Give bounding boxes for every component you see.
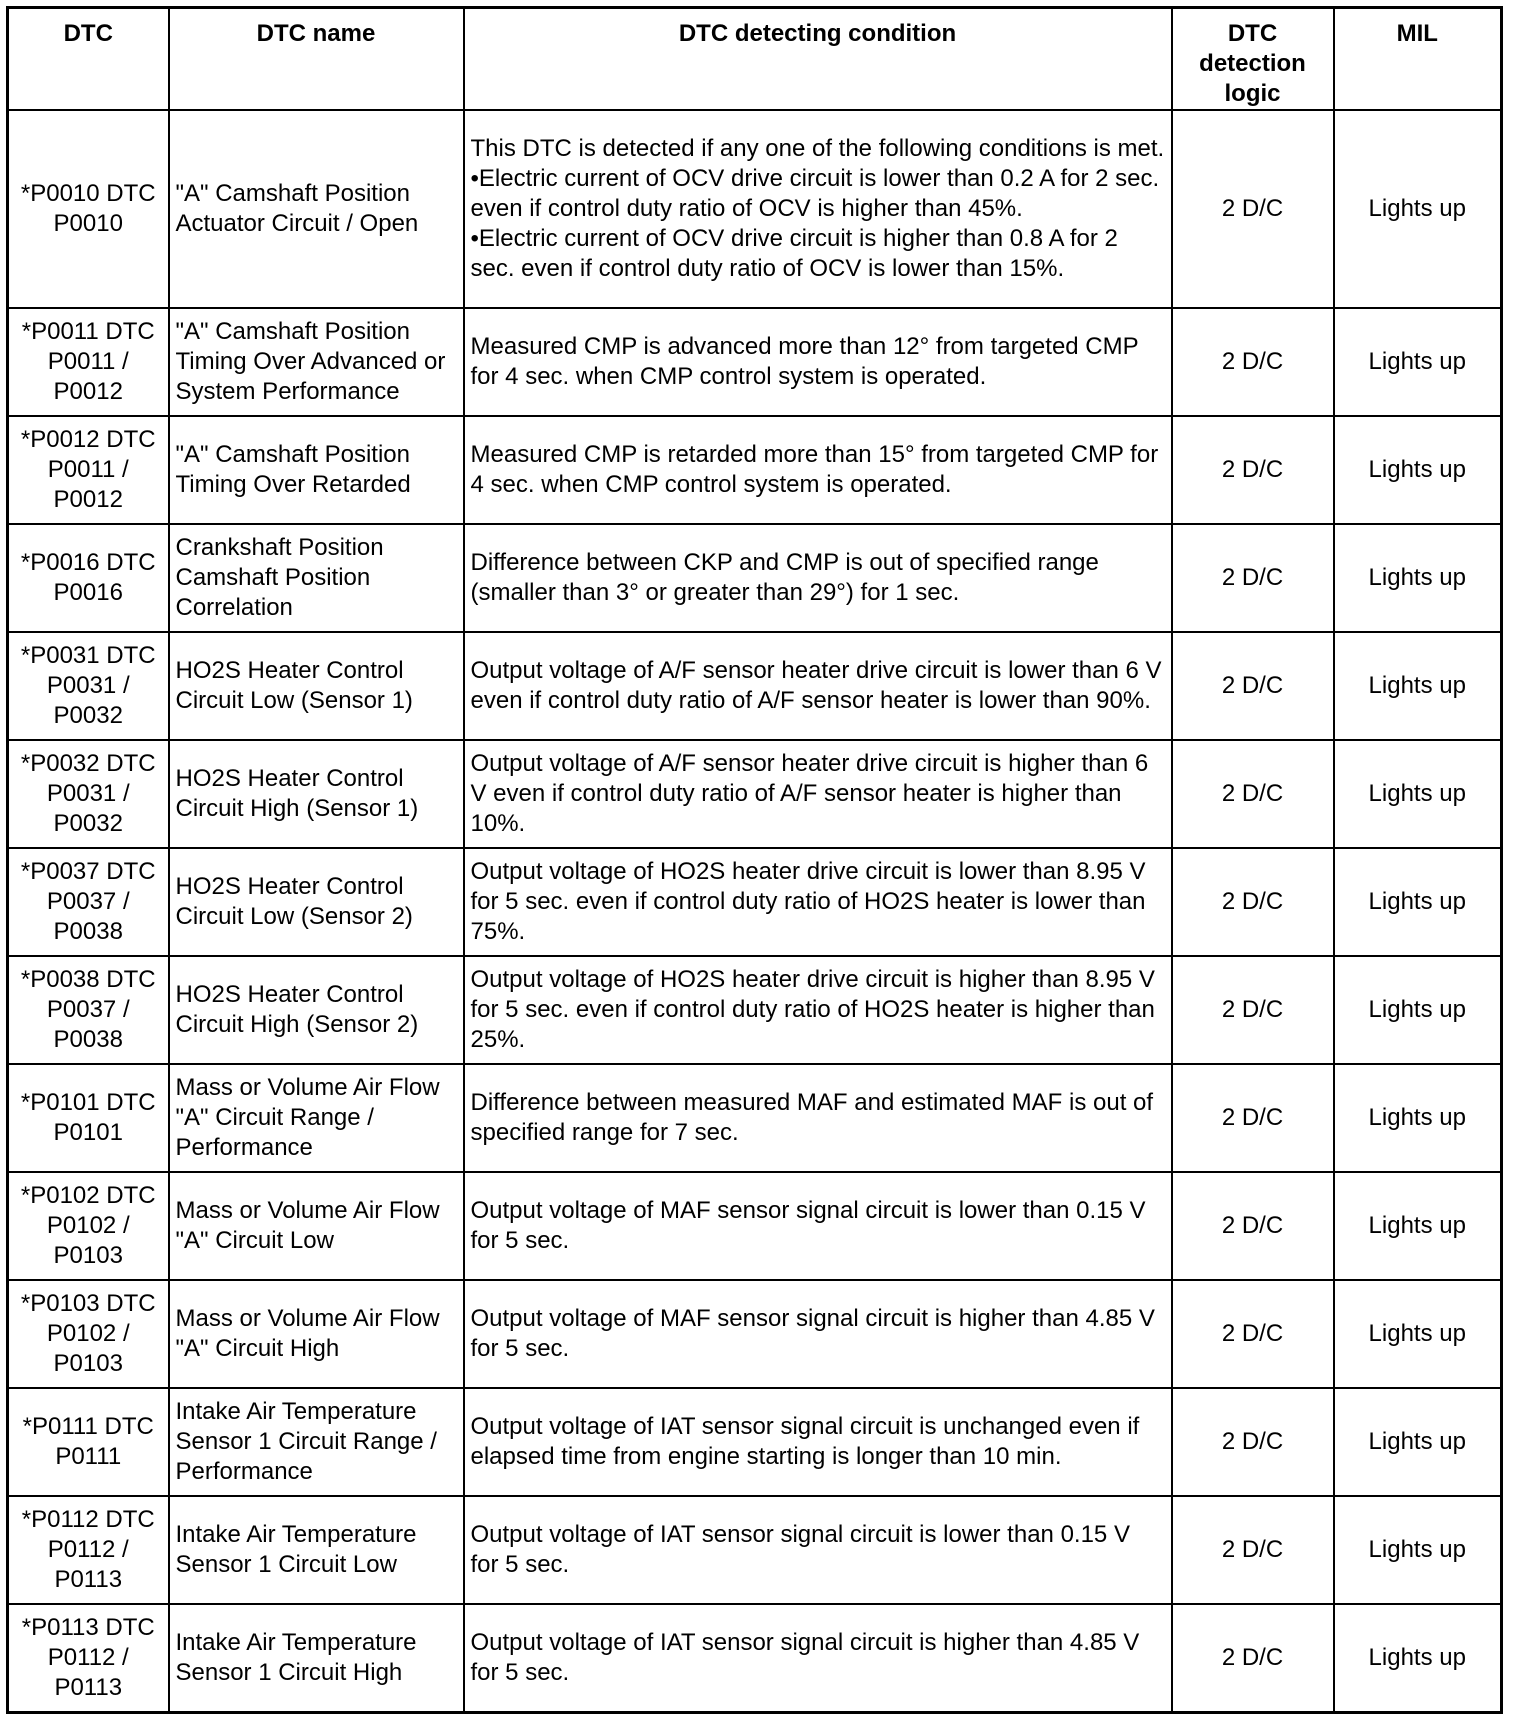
dtc-name-cell: Mass or Volume Air Flow "A" Circuit Low [169, 1172, 464, 1280]
detection-logic-cell: 2 D/C [1172, 1604, 1334, 1712]
dtc-code-cell: *P0038 DTC P0037 / P0038 [8, 956, 169, 1064]
dtc-name-cell: "A" Camshaft Position Actuator Circuit / Open [169, 110, 464, 308]
dtc-name-cell: Intake Air Temperature Sensor 1 Circuit Low [169, 1496, 464, 1604]
table-header [8, 8, 1502, 111]
detection-logic-cell: 2 D/C [1172, 1388, 1334, 1496]
dtc-table [6, 6, 1503, 1714]
dtc-code-cell: *P0101 DTC P0101 [8, 1064, 169, 1172]
dtc-code-cell: *P0102 DTC P0102 / P0103 [8, 1172, 169, 1280]
dtc-name-cell: Mass or Volume Air Flow "A" Circuit Range / Performance [169, 1064, 464, 1172]
mil-cell: Lights up [1334, 110, 1502, 308]
dtc-name-cell: "A" Camshaft Position Timing Over Advanced or System Performance [169, 308, 464, 416]
mil-cell: Lights up [1334, 1604, 1502, 1712]
dtc-code-cell: *P0012 DTC P0011 / P0012 [8, 416, 169, 524]
mil-cell: Lights up [1334, 308, 1502, 416]
table-row [8, 1388, 1502, 1496]
mil-cell: Lights up [1334, 632, 1502, 740]
condition-cell [464, 110, 1172, 308]
condition-cell: Difference between measured MAF and estimated MAF is out of specified range for 7 sec. [464, 1064, 1172, 1172]
condition-cell: Output voltage of IAT sensor signal circuit is unchanged even if elapsed time from engine starting is longer than 10 min. [464, 1388, 1172, 1496]
table-row [8, 416, 1502, 524]
condition-cell: Output voltage of HO2S heater drive circuit is higher than 8.95 V for 5 sec. even if control duty ratio of HO2S heater is higher than 25%. [464, 956, 1172, 1064]
mil-cell: Lights up [1334, 1496, 1502, 1604]
condition-cell: Difference between CKP and CMP is out of specified range (smaller than 3° or greater than 29°) for 1 sec. [464, 524, 1172, 632]
dtc-code-cell: *P0010 DTC P0010 [8, 110, 169, 308]
condition-cell: Output voltage of IAT sensor signal circuit is lower than 0.15 V for 5 sec. [464, 1496, 1172, 1604]
detection-logic-cell: 2 D/C [1172, 524, 1334, 632]
condition-cell: Output voltage of MAF sensor signal circuit is higher than 4.85 V for 5 sec. [464, 1280, 1172, 1388]
detection-logic-cell: 2 D/C [1172, 848, 1334, 956]
table-body [8, 110, 1502, 1712]
mil-cell: Lights up [1334, 956, 1502, 1064]
dtc-name-cell: Intake Air Temperature Sensor 1 Circuit High [169, 1604, 464, 1712]
detection-logic-cell: 2 D/C [1172, 110, 1334, 308]
mil-cell: Lights up [1334, 1172, 1502, 1280]
header-dtc-name: DTC name [169, 8, 464, 111]
table-row [8, 1604, 1502, 1712]
condition-cell: Output voltage of A/F sensor heater drive circuit is lower than 6 V even if control duty ratio of A/F sensor heater is lower than 90%. [464, 632, 1172, 740]
dtc-code-cell: *P0037 DTC P0037 / P0038 [8, 848, 169, 956]
dtc-code-cell: *P0112 DTC P0112 / P0113 [8, 1496, 169, 1604]
dtc-code-cell: *P0111 DTC P0111 [8, 1388, 169, 1496]
detection-logic-cell: 2 D/C [1172, 740, 1334, 848]
table-row [8, 956, 1502, 1064]
mil-cell: Lights up [1334, 1280, 1502, 1388]
table-row [8, 1172, 1502, 1280]
detection-logic-cell: 2 D/C [1172, 1064, 1334, 1172]
mil-cell: Lights up [1334, 416, 1502, 524]
condition-cell: Output voltage of A/F sensor heater drive circuit is higher than 6 V even if control duty ratio of A/F sensor heater is higher than 10%. [464, 740, 1172, 848]
detection-logic-cell: 2 D/C [1172, 1496, 1334, 1604]
condition-bullet: •Electric current of OCV drive circuit is lower than 0.2 A for 2 sec. even if control duty ratio of OCV is higher than 45%. [470, 165, 1160, 222]
table-row [8, 1280, 1502, 1388]
header-dtc: DTC [8, 8, 169, 111]
dtc-name-cell: "A" Camshaft Position Timing Over Retarded [169, 416, 464, 524]
mil-cell: Lights up [1334, 1388, 1502, 1496]
dtc-code-cell: *P0113 DTC P0112 / P0113 [8, 1604, 169, 1712]
detection-logic-cell: 2 D/C [1172, 1172, 1334, 1280]
dtc-name-cell: Crankshaft Position Camshaft Position Correlation [169, 524, 464, 632]
header-detecting-condition: DTC detecting condition [464, 8, 1172, 111]
table-row [8, 1496, 1502, 1604]
detection-logic-cell: 2 D/C [1172, 416, 1334, 524]
table-row [8, 110, 1502, 308]
condition-text: This DTC is detected if any one of the following conditions is met. [470, 135, 1165, 162]
condition-bullet: •Electric current of OCV drive circuit is higher than 0.8 A for 2 sec. even if control duty ratio of OCV is lower than 15%. [470, 225, 1118, 282]
header-mil: MIL [1334, 8, 1502, 111]
condition-cell: Measured CMP is retarded more than 15° from targeted CMP for 4 sec. when CMP control system is operated. [464, 416, 1172, 524]
dtc-name-cell: HO2S Heater Control Circuit High (Sensor 2) [169, 956, 464, 1064]
mil-cell: Lights up [1334, 848, 1502, 956]
table-row [8, 1064, 1502, 1172]
dtc-code-cell: *P0031 DTC P0031 / P0032 [8, 632, 169, 740]
mil-cell: Lights up [1334, 740, 1502, 848]
dtc-name-cell: HO2S Heater Control Circuit Low (Sensor 1) [169, 632, 464, 740]
detection-logic-cell: 2 D/C [1172, 1280, 1334, 1388]
dtc-name-cell: HO2S Heater Control Circuit High (Sensor 1) [169, 740, 464, 848]
condition-cell: Output voltage of MAF sensor signal circuit is lower than 0.15 V for 5 sec. [464, 1172, 1172, 1280]
header-detection-logic: DTC detection logic [1172, 8, 1334, 111]
mil-cell: Lights up [1334, 524, 1502, 632]
dtc-name-cell: Intake Air Temperature Sensor 1 Circuit Range / Performance [169, 1388, 464, 1496]
table-row [8, 632, 1502, 740]
dtc-name-cell: HO2S Heater Control Circuit Low (Sensor 2) [169, 848, 464, 956]
dtc-name-cell: Mass or Volume Air Flow "A" Circuit High [169, 1280, 464, 1388]
dtc-code-cell: *P0016 DTC P0016 [8, 524, 169, 632]
detection-logic-cell: 2 D/C [1172, 308, 1334, 416]
condition-cell: Output voltage of IAT sensor signal circuit is higher than 4.85 V for 5 sec. [464, 1604, 1172, 1712]
condition-cell: Measured CMP is advanced more than 12° from targeted CMP for 4 sec. when CMP control system is operated. [464, 308, 1172, 416]
header-row [8, 8, 1502, 111]
table-row [8, 308, 1502, 416]
table-row [8, 740, 1502, 848]
mil-cell: Lights up [1334, 1064, 1502, 1172]
detection-logic-cell: 2 D/C [1172, 956, 1334, 1064]
dtc-code-cell: *P0103 DTC P0102 / P0103 [8, 1280, 169, 1388]
dtc-code-cell: *P0011 DTC P0011 / P0012 [8, 308, 169, 416]
table-row [8, 524, 1502, 632]
table-row [8, 848, 1502, 956]
dtc-code-cell: *P0032 DTC P0031 / P0032 [8, 740, 169, 848]
condition-cell: Output voltage of HO2S heater drive circuit is lower than 8.95 V for 5 sec. even if control duty ratio of HO2S heater is lower than 75%. [464, 848, 1172, 956]
detection-logic-cell: 2 D/C [1172, 632, 1334, 740]
